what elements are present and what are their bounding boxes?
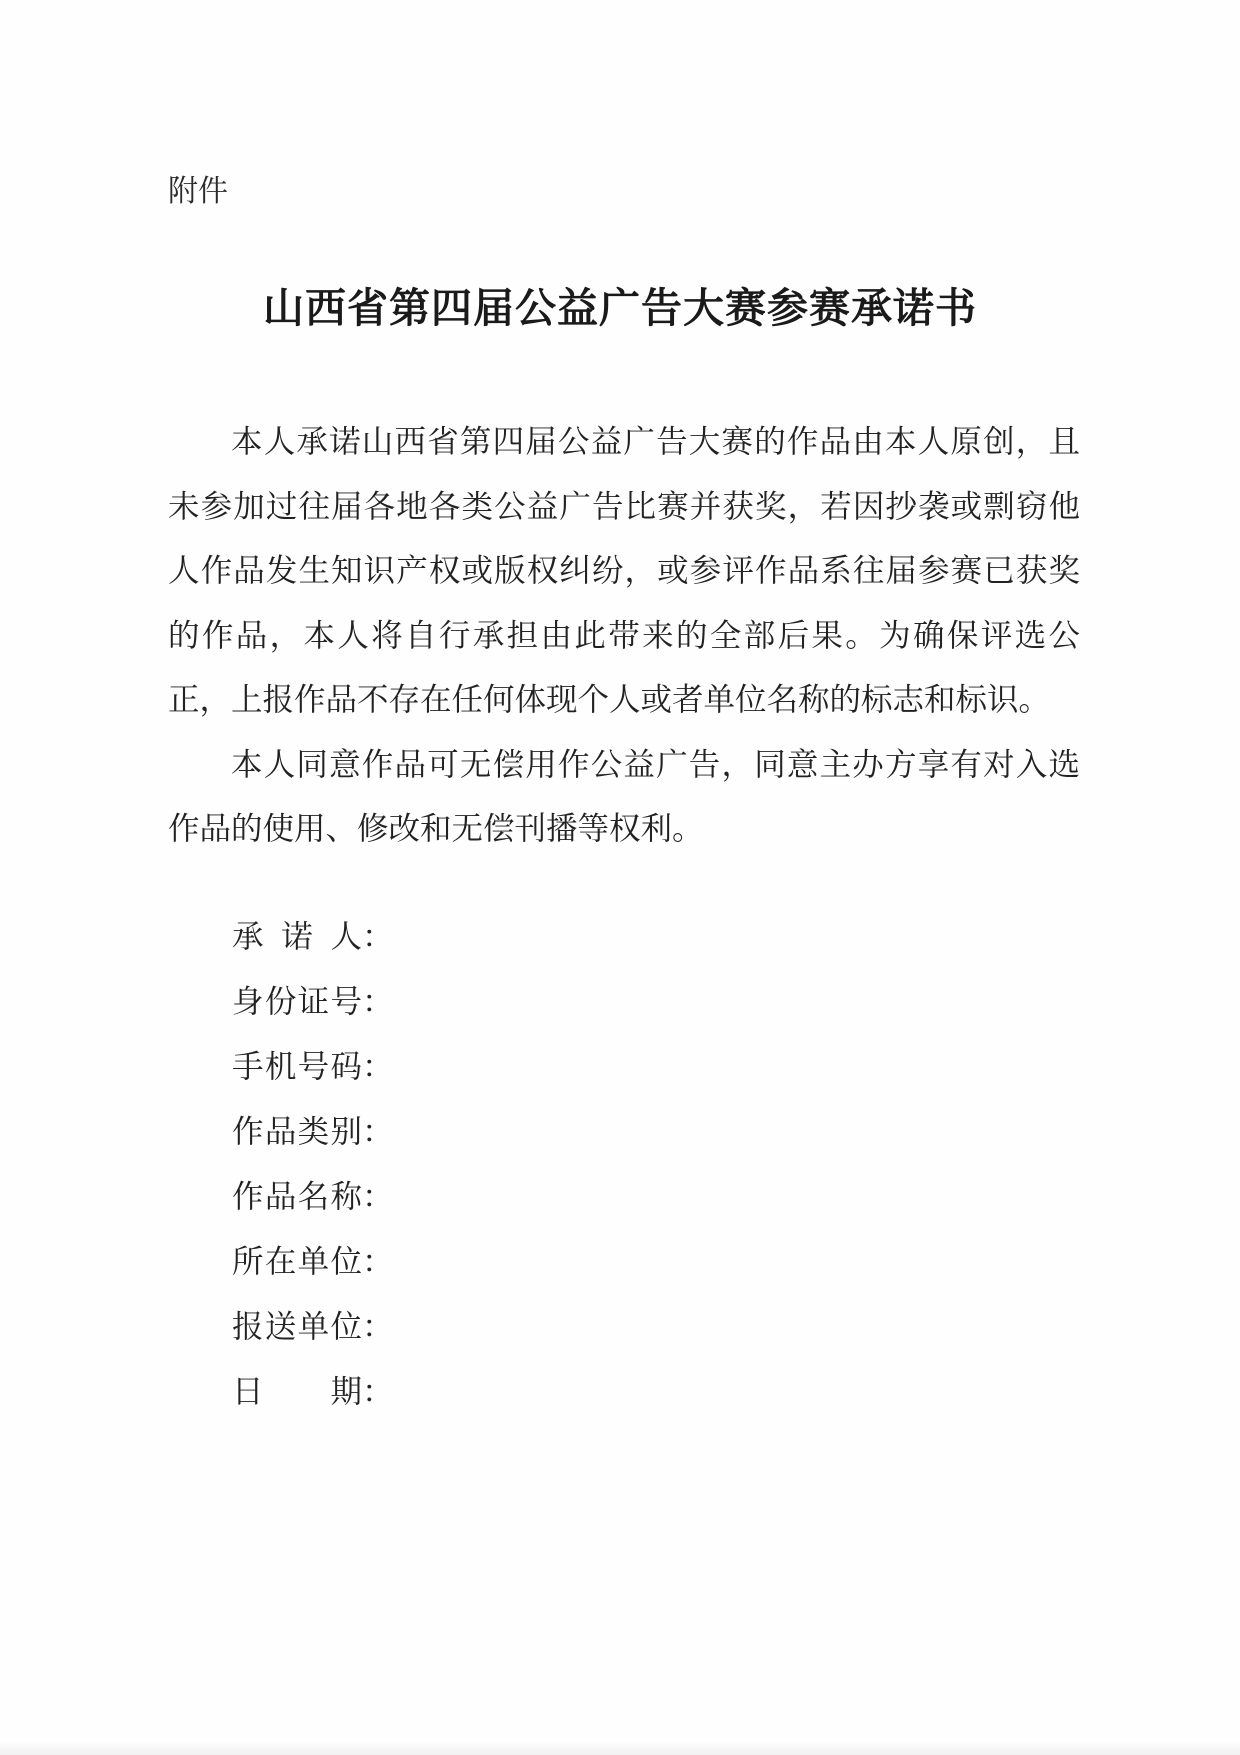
field-colon: ：	[362, 1374, 394, 1410]
field-colon: ：	[362, 1309, 394, 1345]
field-work-category	[232, 1100, 394, 1165]
document-title: 山西省第四届公益广告大赛参赛承诺书	[263, 284, 977, 332]
field-label-id-number: 身份证号	[232, 984, 362, 1020]
scan-bottom-edge	[0, 1741, 1240, 1755]
field-label-organization: 所在单位	[232, 1244, 362, 1280]
field-colon: ：	[362, 1114, 394, 1150]
field-label-work-name: 作品名称	[232, 1179, 362, 1215]
pledge-paragraph-1: 本人承诺山西省第四届公益广告大赛的作品由本人原创，且未参加过往届各地各类公益广告比赛并获奖，若因抄袭或剽窃他人作品发生知识产权或版权纠纷，或参评作品系往届参赛已获奖的作品，本人将自行承担由此带来的全部后果。为确保评选公正，上报作品不存在任何体现个人或者单位名称的标志和标识。	[168, 424, 1080, 718]
field-colon: ：	[362, 919, 394, 955]
field-label-date: 日期	[232, 1374, 362, 1410]
pledge-body	[168, 410, 1080, 862]
attachment-label: 附件	[168, 174, 228, 209]
field-label-pledger: 承诺人	[232, 919, 362, 955]
field-label-phone: 手机号码	[232, 1049, 362, 1085]
field-id-number	[232, 970, 394, 1035]
field-label-submitting-unit: 报送单位	[232, 1309, 362, 1345]
field-colon: ：	[362, 984, 394, 1020]
field-colon: ：	[362, 1049, 394, 1085]
pledge-paragraph-2: 本人同意作品可无偿用作公益广告，同意主办方享有对入选作品的使用、修改和无偿刊播等权利。	[168, 746, 1080, 847]
field-phone	[232, 1035, 394, 1100]
field-date	[232, 1360, 394, 1425]
field-organization	[232, 1230, 394, 1295]
field-colon: ：	[362, 1244, 394, 1280]
field-label-work-category: 作品类别	[232, 1114, 362, 1150]
pledge-form-fields	[232, 905, 394, 1425]
field-work-name	[232, 1165, 394, 1230]
field-submitting-unit	[232, 1295, 394, 1360]
field-colon: ：	[362, 1179, 394, 1215]
field-pledger	[232, 905, 394, 970]
